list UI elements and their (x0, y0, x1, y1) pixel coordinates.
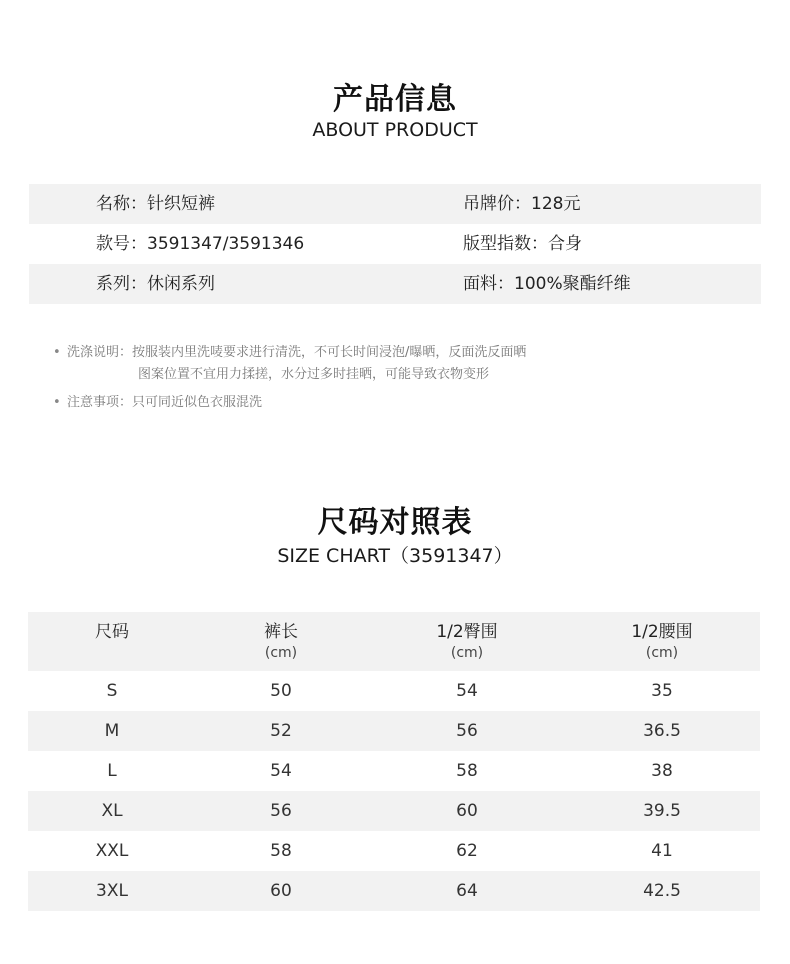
bullet-icon: • (53, 395, 61, 410)
size-chart-subtitle: SIZE CHART（3591347） (277, 545, 513, 567)
hip-cell: 54 (456, 681, 478, 701)
size-chart-header (28, 612, 760, 671)
header-label: 1/2臀围 (436, 622, 498, 642)
size-cell: XL (101, 801, 123, 821)
header-unit: (cm) (645, 645, 679, 661)
hip-cell: 58 (456, 761, 478, 781)
about-title: 产品信息 (333, 82, 457, 117)
length-cell: 50 (270, 681, 292, 701)
hip-cell: 62 (456, 841, 478, 861)
table-row (28, 671, 760, 711)
table-row (28, 831, 760, 871)
size-cell: L (107, 761, 117, 781)
info-style-number: 款号：3591347/3591346 (96, 234, 305, 254)
info-row (29, 184, 761, 224)
table-row (28, 871, 760, 911)
info-row (29, 264, 761, 304)
about-subtitle: ABOUT PRODUCT (312, 119, 478, 141)
length-cell: 54 (270, 761, 292, 781)
waist-cell: 42.5 (643, 881, 681, 901)
info-name: 名称：针织短裤 (96, 194, 215, 214)
size-cell: XXL (95, 841, 129, 861)
header-unit: (cm) (450, 645, 484, 661)
size-cell: M (104, 721, 120, 741)
table-row (28, 751, 760, 791)
waist-cell: 35 (651, 681, 673, 701)
size-chart-title: 尺码对照表 (317, 505, 473, 540)
waist-cell: 39.5 (643, 801, 681, 821)
header-unit: (cm) (264, 645, 298, 661)
wash-line-1: 洗涤说明：按服装内里洗唛要求进行清洗，不可长时间浸泡/曝晒，反面洗反面晒 (67, 345, 527, 360)
size-cell: 3XL (96, 881, 128, 901)
product-info-table (29, 184, 761, 304)
bullet-icon: • (53, 345, 61, 360)
header-label: 1/2腰围 (631, 622, 693, 642)
header-label: 尺码 (95, 622, 129, 642)
header-hip (387, 612, 547, 662)
wash-instructions (53, 342, 753, 386)
waist-cell: 41 (651, 841, 673, 861)
info-price: 吊牌价：128元 (463, 194, 581, 214)
waist-cell: 36.5 (643, 721, 681, 741)
header-label: 裤长 (264, 622, 298, 642)
length-cell: 52 (270, 721, 292, 741)
care-notes (53, 342, 753, 414)
length-cell: 58 (270, 841, 292, 861)
size-cell: S (106, 681, 118, 701)
waist-cell: 38 (651, 761, 673, 781)
wash-line-2: 图案位置不宜用力揉搓，水分过多时挂晒，可能导致衣物变形 (138, 367, 490, 382)
attention-note (53, 392, 753, 414)
table-row (28, 711, 760, 751)
length-cell: 60 (270, 881, 292, 901)
length-cell: 56 (270, 801, 292, 821)
hip-cell: 56 (456, 721, 478, 741)
table-row (28, 791, 760, 831)
header-waist (582, 612, 742, 662)
hip-cell: 64 (456, 881, 478, 901)
attention-line: 注意事项：只可同近似色衣服混洗 (67, 395, 263, 410)
size-chart-table (28, 612, 760, 911)
info-fit-index: 版型指数：合身 (463, 234, 582, 254)
info-fabric: 面料：100%聚酯纤维 (463, 274, 631, 294)
hip-cell: 60 (456, 801, 478, 821)
info-row (29, 224, 761, 264)
header-length (201, 612, 361, 662)
header-size (32, 612, 192, 642)
info-series: 系列：休闲系列 (96, 274, 215, 294)
